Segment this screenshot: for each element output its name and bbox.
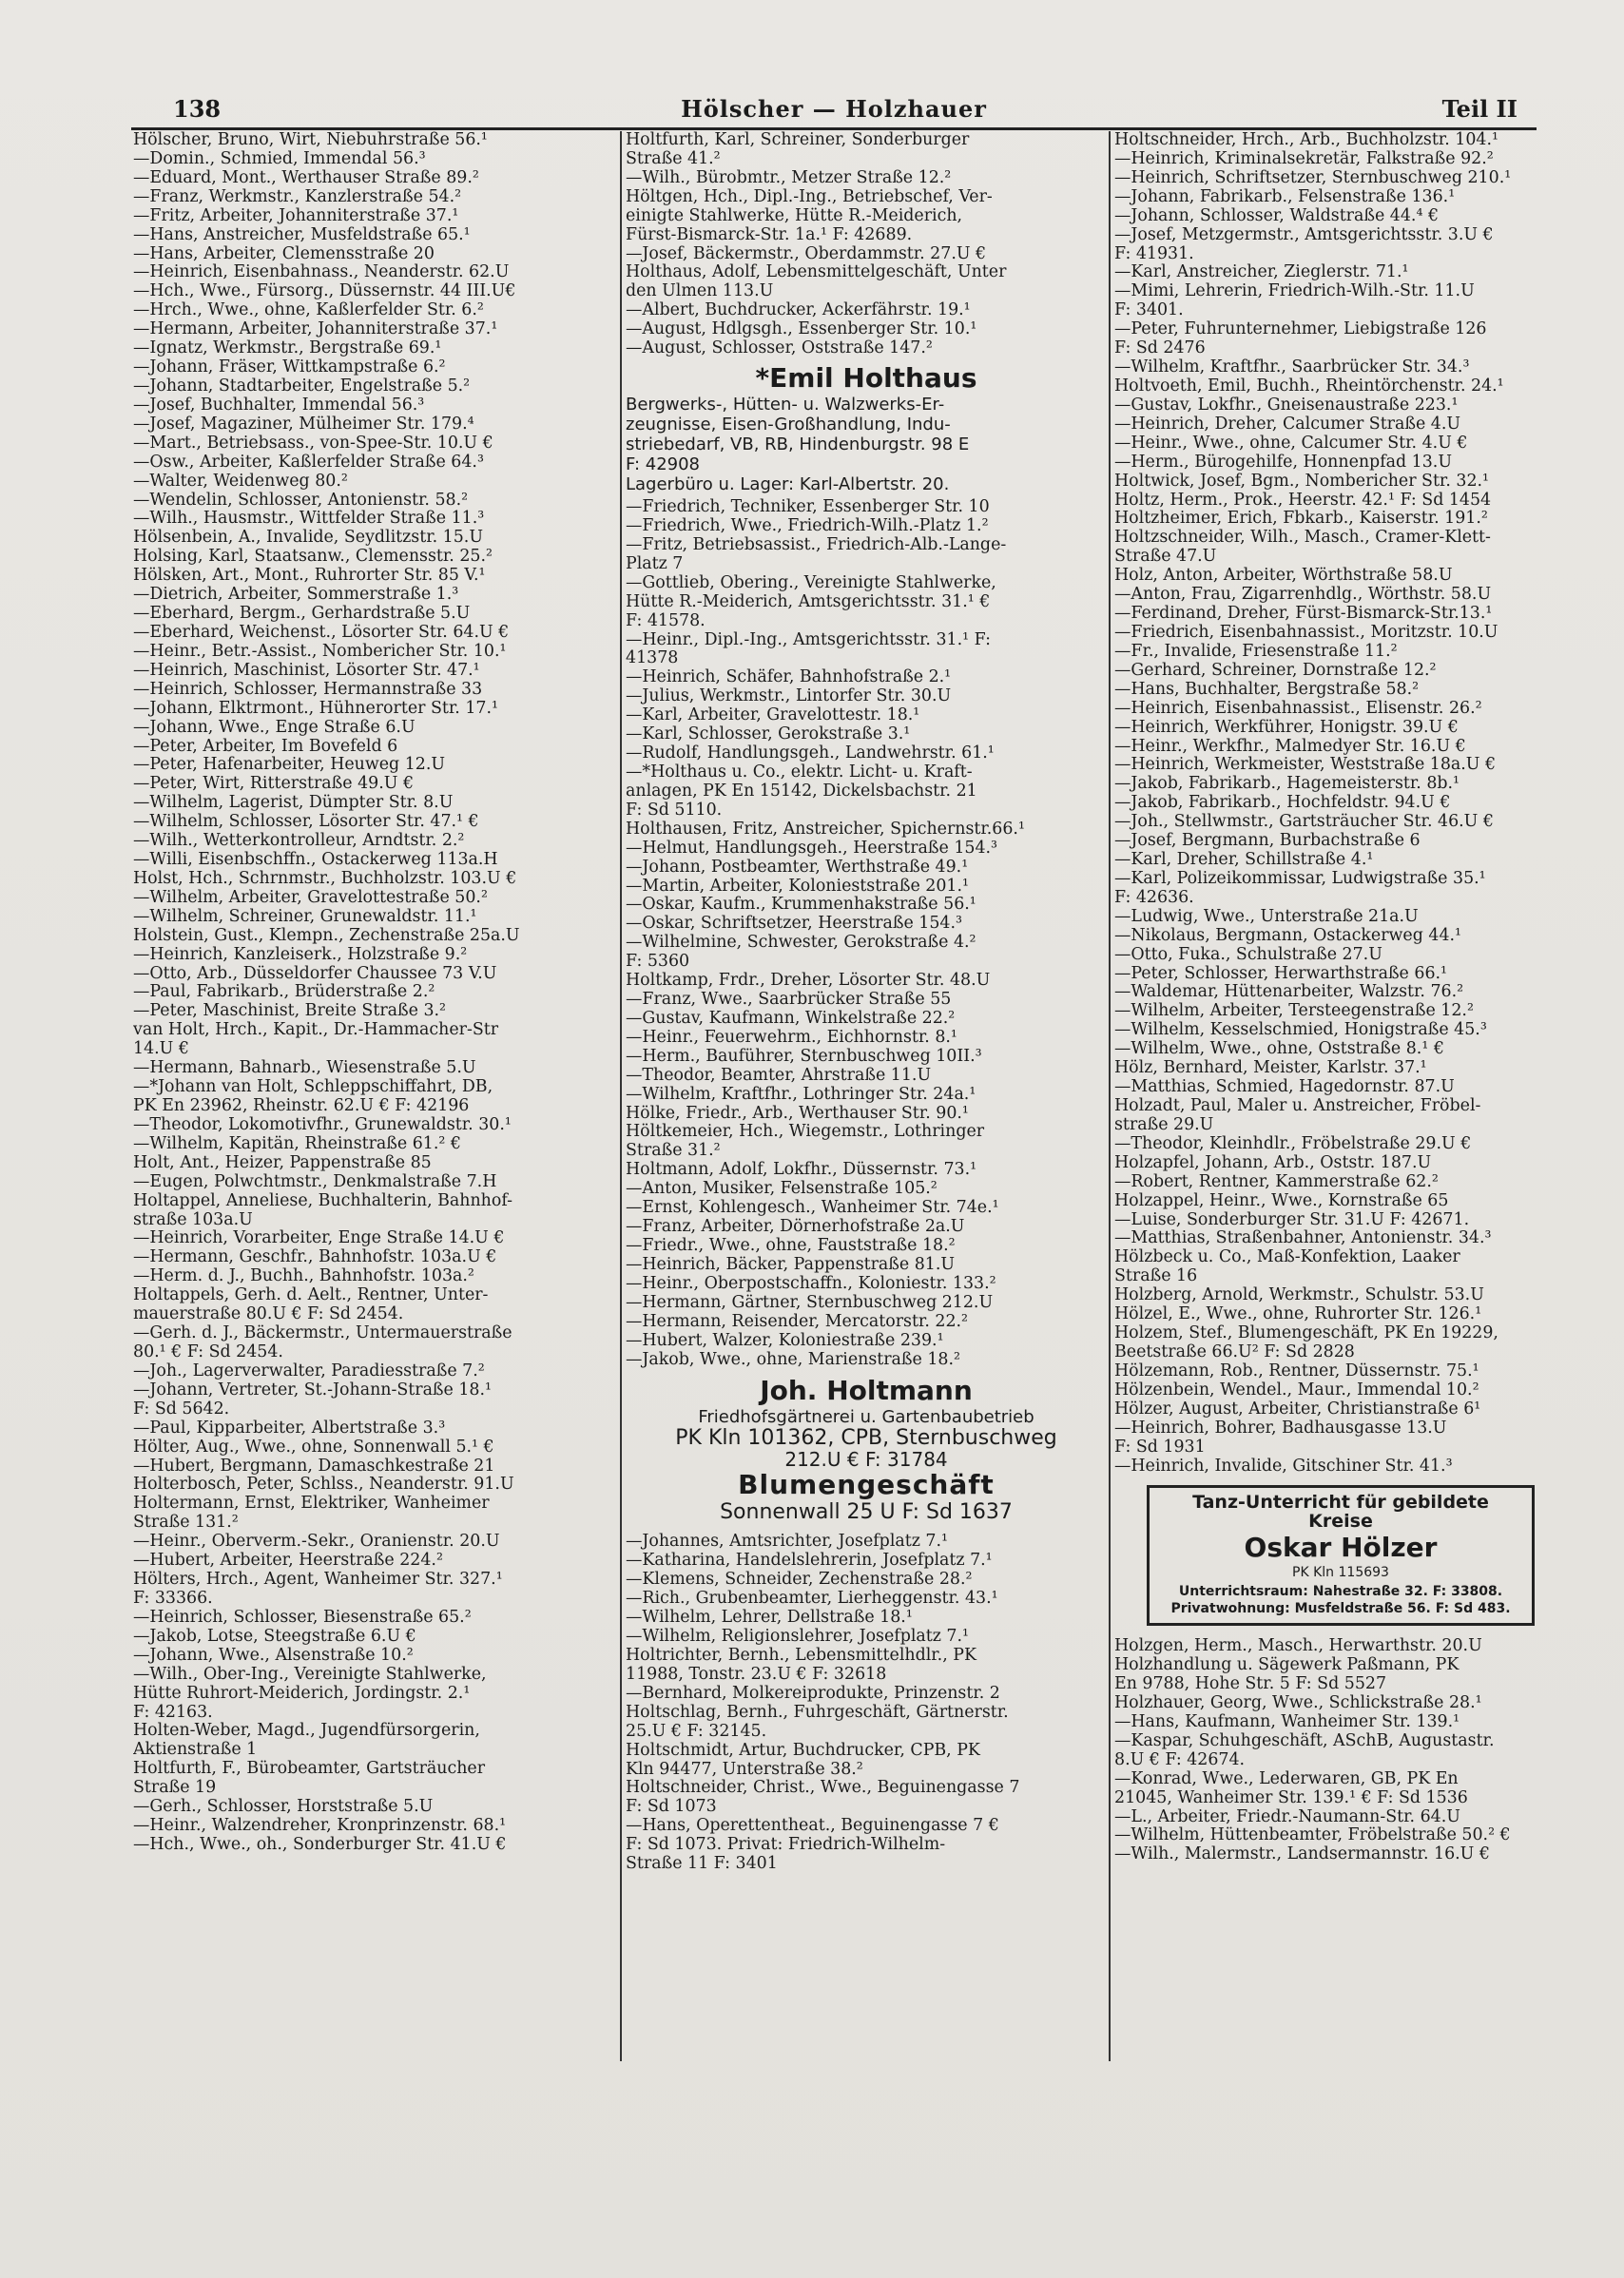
directory-entry: —Wilhelm, Wwe., ohne, Oststraße 8.¹ € bbox=[1114, 1040, 1444, 1059]
directory-entry: —Heinrich, Schriftsetzer, Sternbuschweg 210.¹ bbox=[1114, 168, 1512, 187]
directory-entry: —Heinrich, Werkmeister, Weststraße 18a.U € bbox=[1114, 756, 1497, 775]
directory-entry: —August, Hdlgsgh., Essenberger Str. 10.¹ bbox=[626, 320, 977, 339]
directory-entry: —Johann, Schlosser, Waldstraße 44.⁴ € bbox=[1114, 206, 1440, 225]
directory-entry: —Wilhelm, Lagerist, Dümpter Str. 8.U bbox=[133, 794, 454, 813]
directory-entry: —Heinrich, Kanzleiserk., Holzstraße 9.² bbox=[133, 945, 468, 964]
directory-entry: —Hubert, Walzer, Koloniestraße 239.¹ bbox=[626, 1331, 944, 1350]
ad-joh-holtmann bbox=[626, 1375, 1107, 1525]
directory-entry: —Gottlieb, Obering., Vereinigte Stahlwerke, bbox=[626, 573, 996, 592]
column-3-bottom bbox=[1114, 1637, 1554, 1864]
directory-entry: —Wilhelm, Religionslehrer, Josefplatz 7.¹ bbox=[626, 1628, 969, 1647]
ad-emil-line2: zeugnisse, Eisen-Großhandlung, Indu- bbox=[626, 415, 951, 435]
directory-entry: —Peter, Schlosser, Herwarthstraße 66.¹ bbox=[1114, 964, 1448, 983]
ad-joh-name: Joh. Holtmann bbox=[760, 1375, 973, 1407]
directory-entry: PK En 23962, Rheinstr. 62.U € F: 42196 bbox=[133, 1097, 470, 1116]
directory-entry: Hölsken, Art., Mont., Ruhrorter Str. 85 V.¹ bbox=[133, 567, 486, 586]
directory-entry: —Hermann, Gärtner, Sternbuschweg 212.U bbox=[626, 1293, 994, 1312]
directory-entry: —Friedr., Wwe., ohne, Fauststraße 18.² bbox=[626, 1237, 956, 1256]
directory-entry: —Wilhelm, Kraftfhr., Lothringer Str. 24a.¹ bbox=[626, 1085, 976, 1104]
directory-entry: Höltgen, Hch., Dipl.-Ing., Betriebschef, Ver- bbox=[626, 187, 993, 206]
directory-entry: —Dietrich, Arbeiter, Sommerstraße 1.³ bbox=[133, 586, 459, 605]
directory-entry: —Jakob, Wwe., ohne, Marienstraße 18.² bbox=[626, 1350, 960, 1369]
directory-entry: —Bernhard, Molkereiprodukte, Prinzenstr. 2 bbox=[626, 1684, 1000, 1703]
ad-oskar-hoelzer bbox=[1147, 1485, 1535, 1626]
directory-entry: —Matthias, Straßenbahner, Antonienstr. 34.³ bbox=[1114, 1229, 1492, 1248]
directory-entry: —Mimi, Lehrerin, Friedrich-Wilh.-Str. 11.U bbox=[1114, 282, 1475, 301]
ad-joh-line1: Friedhofsgärtnerei u. Gartenbaubetrieb bbox=[698, 1407, 1034, 1428]
directory-entry: —Karl, Schlosser, Gerokstraße 3.¹ bbox=[626, 725, 911, 744]
directory-entry: —Hch., Wwe., oh., Sonderburger Str. 41.U € bbox=[133, 1835, 507, 1854]
directory-entry: —Johann, Wwe., Alsenstraße 10.² bbox=[133, 1646, 414, 1665]
directory-entry: —Heinrich, Invalide, Gitschiner Str. 41.³ bbox=[1114, 1457, 1453, 1476]
directory-entry: —Herm., Bürogehilfe, Honnenpfad 13.U bbox=[1114, 453, 1452, 472]
directory-entry: Hölters, Hrch., Agent, Wanheimer Str. 327.¹ bbox=[133, 1571, 503, 1590]
directory-entry: Straße 31.² bbox=[626, 1142, 721, 1161]
directory-entry: Holtappel, Anneliese, Buchhalterin, Bahnhof- bbox=[133, 1191, 513, 1210]
directory-entry: —Karl, Arbeiter, Gravelottestr. 18.¹ bbox=[626, 706, 920, 725]
directory-entry: —Joh., Lagerverwalter, Paradiesstraße 7.² bbox=[133, 1361, 485, 1380]
directory-entry: —Franz, Werkmstr., Kanzlerstraße 54.² bbox=[133, 187, 462, 206]
directory-entry: —Hans, Buchhalter, Bergstraße 58.² bbox=[1114, 680, 1420, 699]
column-2-top bbox=[626, 131, 1107, 358]
directory-entry: F: 42636. bbox=[1114, 888, 1194, 907]
directory-entry: —August, Schlosser, Oststraße 147.² bbox=[626, 339, 933, 358]
directory-entry: straße 29.U bbox=[1114, 1115, 1214, 1134]
directory-entry: —Hermann, Arbeiter, Johanniterstraße 37.¹ bbox=[133, 320, 498, 339]
directory-entry: Holst, Hch., Schrnmstr., Buchholzstr. 103.U € bbox=[133, 869, 517, 888]
directory-entry: Holzgen, Herm., Masch., Herwarthstr. 20.U bbox=[1114, 1637, 1482, 1656]
directory-entry: Holtkamp, Frdr., Dreher, Lösorter Str. 48.U bbox=[626, 972, 991, 991]
directory-entry: —Peter, Arbeiter, Im Bovefeld 6 bbox=[133, 737, 398, 756]
directory-entry: —Jakob, Fabrikarb., Hochfeldstr. 94.U € bbox=[1114, 794, 1451, 813]
directory-entry: —Wilhelmine, Schwester, Gerokstraße 4.² bbox=[626, 934, 976, 953]
directory-entry: —Heinrich, Dreher, Calcumer Straße 4.U bbox=[1114, 415, 1461, 434]
directory-entry: 41378 bbox=[626, 649, 679, 668]
directory-entry: Holzapfel, Johann, Arb., Oststr. 187.U bbox=[1114, 1153, 1432, 1172]
directory-entry: —Hans, Operettentheat., Beguinengasse 7 € bbox=[626, 1817, 999, 1836]
directory-entry: —Heinrich, Werkführer, Honigstr. 39.U € bbox=[1114, 718, 1459, 737]
directory-entry: —Eberhard, Weichenst., Lösorter Str. 64.U € bbox=[133, 623, 510, 642]
directory-entry: Holtz, Herm., Prok., Heerstr. 42.¹ F: Sd 1454 bbox=[1114, 491, 1492, 510]
directory-entry: —Johann, Vertreter, St.-Johann-Straße 18.¹ bbox=[133, 1380, 492, 1400]
column-1 bbox=[133, 131, 628, 1855]
page-title: Hölscher — Holzhauer bbox=[681, 95, 987, 123]
directory-entry: Hölzenbein, Wendel., Maur., Immendal 10.² bbox=[1114, 1380, 1479, 1400]
directory-entry: Hütte R.-Meiderich, Amtsgerichtsstr. 31.¹ € bbox=[626, 592, 991, 611]
directory-entry: Holtmann, Adolf, Lokfhr., Düssernstr. 73.¹ bbox=[626, 1161, 977, 1180]
directory-entry: —Josef, Magaziner, Mülheimer Str. 179.⁴ bbox=[133, 415, 474, 434]
directory-entry: Holtschlag, Bernh., Fuhrgeschäft, Gärtnerstr. bbox=[626, 1703, 1009, 1722]
directory-entry: —Gustav, Kaufmann, Winkelstraße 22.² bbox=[626, 1009, 956, 1028]
directory-entry: —Heinr., Feuerwehrm., Eichhornstr. 8.¹ bbox=[626, 1028, 957, 1047]
directory-entry: —Karl, Polizeikommissar, Ludwigstraße 35.¹ bbox=[1114, 869, 1486, 888]
directory-entry: —Wilh., Bürobmtr., Metzer Straße 12.² bbox=[626, 168, 952, 187]
directory-entry: —Josef, Metzgermstr., Amtsgerichtsstr. 3.U € bbox=[1114, 225, 1494, 244]
directory-entry: Fürst-Bismarck-Str. 1a.¹ F: 42689. bbox=[626, 225, 913, 244]
directory-entry: —Franz, Wwe., Saarbrücker Straße 55 bbox=[626, 991, 952, 1010]
directory-entry: —Martin, Arbeiter, Kolonieststraße 201.¹ bbox=[626, 877, 969, 896]
ad-emil-name: *Emil Holthaus bbox=[755, 362, 977, 395]
directory-entry: —Wilhelm, Hüttenbeamter, Fröbelstraße 50.² € bbox=[1114, 1826, 1511, 1845]
directory-entry: Holtwick, Josef, Bgm., Nombericher Str. 32.¹ bbox=[1114, 472, 1490, 491]
directory-entry: —Heinr., Wwe., ohne, Calcumer Str. 4.U € bbox=[1114, 434, 1468, 453]
directory-entry: F: Sd 1073. Privat: Friedrich-Wilhelm- bbox=[626, 1836, 946, 1855]
directory-entry: —Luise, Sonderburger Str. 31.U F: 42671. bbox=[1114, 1210, 1470, 1229]
directory-entry: —Ignatz, Werkmstr., Bergstraße 69.¹ bbox=[133, 339, 442, 358]
directory-entry: Holthaus, Adolf, Lebensmittelgeschäft, Unter bbox=[626, 263, 1007, 282]
directory-entry: —Heinrich, Schäfer, Bahnhofstraße 2.¹ bbox=[626, 668, 952, 687]
directory-entry: —Eberhard, Bergm., Gerhardstraße 5.U bbox=[133, 605, 471, 624]
directory-entry: —Anton, Frau, Zigarrenhdlg., Wörthstr. 58.U bbox=[1114, 586, 1492, 605]
directory-entry: Holtzheimer, Erich, Fbkarb., Kaiserstr. 191.² bbox=[1114, 510, 1488, 529]
directory-entry: Platz 7 bbox=[626, 554, 684, 573]
directory-entry: Holterbosch, Peter, Schlss., Neanderstr. 91.U bbox=[133, 1476, 514, 1495]
directory-entry: —Hubert, Bergmann, Damaschkestraße 21 bbox=[133, 1457, 495, 1476]
directory-entry: Holten-Weber, Magd., Jugendfürsorgerin, bbox=[133, 1722, 480, 1741]
directory-entry: Holtschneider, Hrch., Arb., Buchholzstr. 104.¹ bbox=[1114, 131, 1498, 149]
directory-entry: —Gerhard, Schreiner, Dornstraße 12.² bbox=[1114, 661, 1437, 680]
directory-entry: F: 3401. bbox=[1114, 301, 1184, 320]
directory-entry: —Heinrich, Bäcker, Pappenstraße 81.U bbox=[626, 1255, 956, 1274]
directory-entry: anlagen, PK En 15142, Dickelsbachstr. 21 bbox=[626, 782, 977, 801]
directory-entry: Straße 41.² bbox=[626, 149, 721, 168]
directory-entry: —Osw., Arbeiter, Kaßlerfelder Straße 64.³ bbox=[133, 453, 484, 472]
directory-entry: —Wilhelm, Arbeiter, Tersteegenstraße 12.² bbox=[1114, 1002, 1474, 1021]
directory-entry: —Wilhelm, Schlosser, Lösorter Str. 47.¹ € bbox=[133, 813, 479, 832]
directory-entry: —Fritz, Arbeiter, Johanniterstraße 37.¹ bbox=[133, 206, 459, 225]
directory-entry: —Hrch., Wwe., ohne, Kaßlerfelder Str. 6.² bbox=[133, 301, 484, 320]
directory-entry: Holtfurth, F., Bürobeamter, Gartsträucher bbox=[133, 1760, 486, 1779]
directory-entry: 11988, Tonstr. 23.U € F: 32618 bbox=[626, 1665, 887, 1684]
directory-entry: —Wilhelm, Arbeiter, Gravelottestraße 50.² bbox=[133, 888, 488, 907]
ad-hoelzer-line2: PK Kln 115693 bbox=[1292, 1565, 1389, 1581]
directory-entry: Hölzbeck u. Co., Maß-Konfektion, Laaker bbox=[1114, 1248, 1460, 1267]
directory-entry: —Johann, Fabrikarb., Felsenstraße 136.¹ bbox=[1114, 187, 1456, 206]
directory-entry: —Eugen, Polwchtmstr., Denkmalstraße 7.H bbox=[133, 1172, 497, 1191]
directory-entry: Holtrichter, Bernh., Lebensmittelhdlr., PK bbox=[626, 1647, 976, 1665]
directory-entry: —Heinrich, Bohrer, Badhausgasse 13.U bbox=[1114, 1419, 1447, 1438]
directory-entry: —Peter, Wirt, Ritterstraße 49.U € bbox=[133, 775, 415, 794]
directory-entry: —Wilhelm, Lehrer, Dellstraße 18.¹ bbox=[626, 1609, 913, 1628]
directory-entry: —Willi, Eisenbschffn., Ostackerweg 113a.H bbox=[133, 851, 498, 870]
directory-entry: —Albert, Buchdrucker, Ackerfährstr. 19.¹ bbox=[626, 301, 971, 320]
directory-entry: F: Sd 5642. bbox=[133, 1400, 230, 1419]
column-2-middle bbox=[626, 498, 1107, 1369]
directory-entry: —Wilhelm, Kraftfhr., Saarbrücker Str. 34.³ bbox=[1114, 358, 1470, 377]
directory-entry: Holzappel, Heinr., Wwe., Kornstraße 65 bbox=[1114, 1191, 1449, 1210]
directory-entry: 14.U € bbox=[133, 1040, 189, 1059]
directory-entry: —Karl, Dreher, Schillstraße 4.¹ bbox=[1114, 851, 1374, 870]
directory-entry: —Josef, Bergmann, Burbachstraße 6 bbox=[1114, 832, 1421, 851]
directory-entry: —Herm., Bauführer, Sternbuschweg 10II.³ bbox=[626, 1047, 982, 1066]
directory-entry: —Mart., Betriebsass., von-Spee-Str. 10.U € bbox=[133, 434, 493, 453]
directory-entry: Holtfurth, Karl, Schreiner, Sonderburger bbox=[626, 131, 970, 149]
directory-entry: Holtermann, Ernst, Elektriker, Wanheimer bbox=[133, 1495, 490, 1514]
directory-entry: F: Sd 1073 bbox=[626, 1798, 717, 1817]
ad-joh-line2: PK Kln 101362, CPB, Sternbuschweg bbox=[675, 1426, 1057, 1451]
directory-entry: —Wilhelm, Kesselschmied, Honigstraße 45.³ bbox=[1114, 1021, 1487, 1040]
directory-entry: 8.U € F: 42674. bbox=[1114, 1750, 1246, 1769]
directory-entry: Holzberg, Arnold, Werkmstr., Schulstr. 53.U bbox=[1114, 1286, 1484, 1305]
directory-entry: —Hans, Arbeiter, Clemensstraße 20 bbox=[133, 244, 435, 263]
directory-entry: —Heinr., Oberpostschaffn., Koloniestr. 133.² bbox=[626, 1274, 996, 1293]
directory-entry: En 9788, Hohe Str. 5 F: Sd 5527 bbox=[1114, 1675, 1387, 1694]
column-2 bbox=[620, 131, 1107, 2061]
directory-entry: 80.¹ € F: Sd 2454. bbox=[133, 1343, 283, 1361]
directory-entry: —Paul, Kipparbeiter, Albertstraße 3.³ bbox=[133, 1419, 446, 1438]
directory-entry: —Wendelin, Schlosser, Antonienstr. 58.² bbox=[133, 491, 469, 510]
directory-entry: Holz, Anton, Arbeiter, Wörthstraße 58.U bbox=[1114, 567, 1453, 586]
directory-entry: —Heinrich, Eisenbahnass., Neanderstr. 62.U bbox=[133, 263, 510, 282]
directory-entry: —Herm. d. J., Buchh., Bahnhofstr. 103a.² bbox=[133, 1267, 474, 1286]
directory-entry: —Wilh., Hausmstr., Wittfelder Straße 11.³ bbox=[133, 510, 485, 529]
column-3-top bbox=[1114, 131, 1554, 1476]
directory-entry: Hölter, Aug., Wwe., ohne, Sonnenwall 5.¹ € bbox=[133, 1438, 494, 1457]
directory-entry: —Heinrich, Vorarbeiter, Enge Straße 14.U € bbox=[133, 1229, 505, 1248]
directory-entry: Holstein, Gust., Klempn., Zechenstraße 25a.U bbox=[133, 926, 520, 945]
directory-entry: —Anton, Musiker, Felsenstraße 105.² bbox=[626, 1180, 938, 1199]
directory-entry: Holtappels, Gerh. d. Aelt., Rentner, Unter- bbox=[133, 1286, 489, 1305]
directory-entry: —Heinr., Werkfhr., Malmedyer Str. 16.U € bbox=[1114, 737, 1466, 756]
directory-entry: Holthausen, Fritz, Anstreicher, Spichernstr.66.¹ bbox=[626, 820, 1025, 839]
directory-entry: Holtzschneider, Wilh., Masch., Cramer-Klett- bbox=[1114, 529, 1491, 548]
directory-entry: —Klemens, Schneider, Zechenstraße 28.² bbox=[626, 1571, 973, 1590]
directory-entry: Hölz, Bernhard, Meister, Karlstr. 37.¹ bbox=[1114, 1059, 1427, 1078]
directory-entry: —Konrad, Wwe., Lederwaren, GB, PK En bbox=[1114, 1769, 1459, 1788]
directory-entry: F: 41931. bbox=[1114, 244, 1194, 263]
ad-emil-line1: Bergwerks-, Hütten- u. Walzwerks-Er- bbox=[626, 395, 945, 415]
directory-entry: mauerstraße 80.U € F: Sd 2454. bbox=[133, 1305, 404, 1324]
directory-entry: —Wilh., Wetterkontrolleur, Arndtstr. 2.² bbox=[133, 832, 465, 851]
directory-entry: —Hermann, Bahnarb., Wiesenstraße 5.U bbox=[133, 1059, 476, 1078]
directory-entry: —L., Arbeiter, Friedr.-Naumann-Str. 64.U bbox=[1114, 1807, 1460, 1826]
directory-entry: —Heinrich, Maschinist, Lösorter Str. 47.¹ bbox=[133, 661, 480, 680]
directory-entry: —Waldemar, Hüttenarbeiter, Walzstr. 76.² bbox=[1114, 983, 1464, 1002]
directory-entry: —Walter, Weidenweg 80.² bbox=[133, 472, 348, 491]
directory-entry: Holzhauer, Georg, Wwe., Schlickstraße 28.¹ bbox=[1114, 1693, 1482, 1712]
directory-entry: Hölzemann, Rob., Rentner, Düssernstr. 75.¹ bbox=[1114, 1361, 1479, 1380]
directory-entry: —Eduard, Mont., Werthauser Straße 89.² bbox=[133, 168, 479, 187]
directory-entry: —Hermann, Reisender, Mercatorstr. 22.² bbox=[626, 1312, 969, 1331]
directory-entry: —Kaspar, Schuhgeschäft, ASchB, Augustastr. bbox=[1114, 1731, 1495, 1750]
ad-hoelzer-line1: Tanz-Unterricht für gebildete Kreise bbox=[1192, 1492, 1489, 1533]
directory-entry: Holtschneider, Christ., Wwe., Beguinengasse 7 bbox=[626, 1779, 1020, 1798]
directory-entry: Straße 131.² bbox=[133, 1514, 239, 1533]
directory-entry: F: 5360 bbox=[626, 953, 690, 972]
directory-entry: —*Holthaus u. Co., elektr. Licht- u. Kraft- bbox=[626, 763, 973, 782]
directory-entry: —Johann, Wwe., Enge Straße 6.U bbox=[133, 718, 416, 737]
directory-entry: —Heinr., Oberverm.-Sekr., Oranienstr. 20.U bbox=[133, 1533, 500, 1552]
page-number: 138 bbox=[173, 95, 222, 123]
directory-entry: straße 103a.U bbox=[133, 1210, 253, 1229]
directory-entry: —Wilh., Ober-Ing., Vereinigte Stahlwerke, bbox=[133, 1665, 487, 1684]
directory-entry: —Oskar, Schriftsetzer, Heerstraße 154.³ bbox=[626, 915, 962, 934]
directory-entry: —Ferdinand, Dreher, Fürst-Bismarck-Str.13.¹ bbox=[1114, 605, 1493, 624]
directory-entry: Kln 94477, Unterstraße 38.² bbox=[626, 1760, 863, 1779]
directory-entry: F: 33366. bbox=[133, 1589, 213, 1608]
directory-entry: van Holt, Hrch., Kapit., Dr.-Hammacher-Str bbox=[133, 1021, 499, 1040]
directory-entry: Beetstraße 66.U² F: Sd 2828 bbox=[1114, 1343, 1355, 1361]
directory-entry: —Wilhelm, Kapitän, Rheinstraße 61.² € bbox=[133, 1134, 461, 1153]
directory-entry: F: 42163. bbox=[133, 1703, 213, 1722]
directory-entry: —Johann, Fräser, Wittkampstraße 6.² bbox=[133, 358, 446, 377]
directory-entry: —Fritz, Betriebsassist., Friedrich-Alb.-Lange- bbox=[626, 535, 1007, 554]
directory-entry: —Josef, Buchhalter, Immendal 56.³ bbox=[133, 396, 425, 415]
directory-entry: —Jakob, Lotse, Steegstraße 6.U € bbox=[133, 1627, 416, 1646]
directory-entry: Holtschmidt, Artur, Buchdrucker, CPB, PK bbox=[626, 1741, 980, 1760]
ad-joh-line4: Blumengeschäft bbox=[738, 1469, 995, 1501]
directory-entry: —Hubert, Arbeiter, Heerstraße 224.² bbox=[133, 1552, 443, 1571]
directory-entry: Holsing, Karl, Staatsanw., Clemensstr. 25.² bbox=[133, 548, 493, 567]
directory-entry: —Johann, Elktrmont., Hühnerorter Str. 17.¹ bbox=[133, 699, 498, 718]
directory-entry: —Peter, Maschinist, Breite Straße 3.² bbox=[133, 1002, 447, 1021]
directory-entry: Aktienstraße 1 bbox=[133, 1741, 258, 1760]
directory-entry: Hölscher, Bruno, Wirt, Niebuhrstraße 56.¹ bbox=[133, 131, 488, 149]
ad-emil-holthaus bbox=[626, 362, 1107, 494]
directory-entry: —Otto, Arb., Düsseldorfer Chaussee 73 V.U bbox=[133, 964, 497, 983]
ad-joh-line5: Sonnenwall 25 U F: Sd 1637 bbox=[720, 1500, 1013, 1525]
directory-entry: Holzhandlung u. Sägewerk Paßmann, PK bbox=[1114, 1656, 1460, 1675]
directory-entry: —Franz, Arbeiter, Dörnerhofstraße 2a.U bbox=[626, 1218, 965, 1237]
directory-entry: Holt, Ant., Heizer, Pappenstraße 85 bbox=[133, 1153, 432, 1172]
ad-hoelzer-line3: Unterrichtsraum: Nahestraße 32. F: 33808. bbox=[1178, 1584, 1503, 1600]
directory-entry: —Peter, Hafenarbeiter, Heuweg 12.U bbox=[133, 756, 446, 775]
directory-entry: Hölsenbein, A., Invalide, Seydlitzstr. 15.U bbox=[133, 529, 483, 548]
directory-entry: —Hermann, Geschfr., Bahnhofstr. 103a.U € bbox=[133, 1248, 497, 1267]
directory-entry: 21045, Wanheimer Str. 139.¹ € F: Sd 1536 bbox=[1114, 1788, 1468, 1807]
directory-entry: —Johannes, Amtsrichter, Josefplatz 7.¹ bbox=[626, 1533, 948, 1552]
directory-entry: Hölzer, August, Arbeiter, Christianstraße 6¹ bbox=[1114, 1400, 1481, 1419]
directory-entry: —Heinr., Walzendreher, Kronprinzenstr. 68.¹ bbox=[133, 1817, 507, 1836]
directory-entry: Straße 19 bbox=[133, 1779, 217, 1798]
column-3 bbox=[1109, 131, 1554, 2061]
directory-entry: —Heinrich, Eisenbahnassist., Elisenstr. 26.² bbox=[1114, 699, 1482, 718]
directory-entry: Höltkemeier, Hch., Wiegemstr., Lothringer bbox=[626, 1123, 985, 1142]
directory-entry: —Joh., Stellwmstr., Gartsträucher Str. 46.U € bbox=[1114, 813, 1494, 832]
directory-entry: —Oskar, Kaufm., Krummenhakstraße 56.¹ bbox=[626, 896, 976, 915]
directory-entry: —Ludwig, Wwe., Unterstraße 21a.U bbox=[1114, 907, 1419, 926]
directory-entry: Holtvoeth, Emil, Buchh., Rheintörchenstr. 24.¹ bbox=[1114, 376, 1504, 396]
directory-entry: —Ernst, Kohlengesch., Wanheimer Str. 74e.¹ bbox=[626, 1199, 999, 1218]
directory-entry: —Nikolaus, Bergmann, Ostackerweg 44.¹ bbox=[1114, 926, 1462, 945]
directory-entry: —Gerh., Schlosser, Horststraße 5.U bbox=[133, 1798, 434, 1817]
directory-entry: den Ulmen 113.U bbox=[626, 282, 774, 301]
directory-entry: —Friedrich, Eisenbahnassist., Moritzstr. 10.U bbox=[1114, 623, 1498, 642]
directory-entry: —Robert, Rentner, Kammerstraße 62.² bbox=[1114, 1172, 1439, 1191]
directory-entry: —Heinr., Betr.-Assist., Nombericher Str. 10.¹ bbox=[133, 642, 507, 661]
directory-entry: —Friedrich, Techniker, Essenberger Str. 10 bbox=[626, 498, 990, 517]
ad-emil-line5: Lagerbüro u. Lager: Karl-Albertstr. 20. bbox=[626, 474, 950, 495]
ad-hoelzer-line4: Privatwohnung: Musfeldstraße 56. F: Sd 483. bbox=[1170, 1601, 1511, 1617]
directory-entry: —Wilhelm, Schreiner, Grunewaldstr. 11.¹ bbox=[133, 907, 477, 926]
page-header bbox=[131, 93, 1537, 130]
directory-entry: —Friedrich, Wwe., Friedrich-Wilh.-Platz 1.² bbox=[626, 516, 989, 535]
ad-joh-line3: 212.U € F: 31784 bbox=[784, 1448, 948, 1472]
directory-entry: 25.U € F: 32145. bbox=[626, 1722, 767, 1741]
directory-entry: —Wilh., Malermstr., Landsermannstr. 16.U € bbox=[1114, 1845, 1490, 1864]
directory-entry: —Helmut, Handlungsgeh., Heerstraße 154.³ bbox=[626, 839, 998, 858]
directory-entry: F: Sd 5110. bbox=[626, 801, 723, 820]
directory-entry: —Katharina, Handelslehrerin, Josefplatz 7.¹ bbox=[626, 1552, 993, 1571]
directory-entry: —Heinrich, Schlosser, Biesenstraße 65.² bbox=[133, 1608, 472, 1627]
directory-entry: Hölzel, E., Wwe., ohne, Ruhrorter Str. 126.¹ bbox=[1114, 1305, 1482, 1324]
directory-entry: Hölke, Friedr., Arb., Werthauser Str. 90.¹ bbox=[626, 1104, 969, 1123]
directory-entry: —Heinrich, Kriminalsekretär, Falkstraße 92.² bbox=[1114, 149, 1494, 168]
directory-entry: Straße 47.U bbox=[1114, 548, 1217, 567]
directory-entry: F: Sd 1931 bbox=[1114, 1438, 1206, 1457]
directory-entry: —Gustav, Lokfhr., Gneisenaustraße 223.¹ bbox=[1114, 396, 1459, 415]
directory-entry: —Peter, Fuhrunternehmer, Liebigstraße 126 bbox=[1114, 320, 1487, 339]
directory-entry: —Theodor, Lokomotivfhr., Grunewaldstr. 30.¹ bbox=[133, 1115, 512, 1134]
directory-entry: —Domin., Schmied, Immendal 56.³ bbox=[133, 149, 426, 168]
ad-hoelzer-name: Oskar Hölzer bbox=[1244, 1532, 1438, 1564]
directory-entry: —Paul, Fabrikarb., Brüderstraße 2.² bbox=[133, 983, 435, 1002]
directory-entry: —Julius, Werkmstr., Lintorfer Str. 30.U bbox=[626, 687, 952, 706]
directory-entry: —Fr., Invalide, Friesenstraße 11.² bbox=[1114, 642, 1398, 661]
directory-entry: —Matthias, Schmied, Hagedornstr. 87.U bbox=[1114, 1078, 1455, 1097]
directory-entry: Holzadt, Paul, Maler u. Anstreicher, Fröbel- bbox=[1114, 1097, 1481, 1116]
directory-entry: —Jakob, Fabrikarb., Hagemeisterstr. 8b.¹ bbox=[1114, 775, 1460, 794]
directory-entry: Straße 11 F: 3401 bbox=[626, 1855, 778, 1874]
directory-entry: —Heinrich, Schlosser, Hermannstraße 33 bbox=[133, 680, 483, 699]
directory-entry: F: Sd 2476 bbox=[1114, 339, 1206, 358]
directory-entry: —Johann, Postbeamter, Werthstraße 49.¹ bbox=[626, 858, 969, 877]
directory-entry: —Theodor, Beamter, Ahrstraße 11.U bbox=[626, 1066, 932, 1085]
directory-entry: —Karl, Anstreicher, Zieglerstr. 71.¹ bbox=[1114, 263, 1409, 282]
directory-entry: —Theodor, Kleinhdlr., Fröbelstraße 29.U € bbox=[1114, 1134, 1472, 1153]
directory-entry: —Rudolf, Handlungsgeh., Landwehrstr. 61.¹ bbox=[626, 744, 995, 763]
directory-entry: —Johann, Stadtarbeiter, Engelstraße 5.² bbox=[133, 376, 471, 396]
directory-entry: einigte Stahlwerke, Hütte R.-Meiderich, bbox=[626, 206, 963, 225]
directory-entry: —Josef, Bäckermstr., Oberdammstr. 27.U € bbox=[626, 244, 987, 263]
directory-entry: —Hch., Wwe., Fürsorg., Düssernstr. 44 III.U€ bbox=[133, 282, 516, 301]
directory-entry: —*Johann van Holt, Schleppschiffahrt, DB, bbox=[133, 1078, 493, 1097]
directory-entry: —Otto, Fuka., Schulstraße 27.U bbox=[1114, 945, 1382, 964]
column-2-bottom bbox=[626, 1533, 1107, 1874]
directory-entry: F: 41578. bbox=[626, 611, 706, 630]
part-label: Teil II bbox=[1441, 95, 1518, 123]
directory-entry: —Rich., Grubenbeamter, Lierheggenstr. 43.¹ bbox=[626, 1590, 998, 1609]
directory-entry: Straße 16 bbox=[1114, 1267, 1198, 1286]
directory-entry: —Hans, Kaufmann, Wanheimer Str. 139.¹ bbox=[1114, 1712, 1460, 1731]
ad-emil-line3: striebedarf, VB, RB, Hindenburgstr. 98 E bbox=[626, 434, 970, 455]
directory-entry: —Heinr., Dipl.-Ing., Amtsgerichtsstr. 31.¹ F: bbox=[626, 630, 991, 649]
directory-entry: —Gerh. d. J., Bäckermstr., Untermauerstraße bbox=[133, 1324, 512, 1343]
directory-entry: Holzem, Stef., Blumengeschäft, PK En 19229, bbox=[1114, 1324, 1498, 1343]
ad-emil-line4: F: 42908 bbox=[626, 454, 701, 475]
directory-entry: —Hans, Anstreicher, Musfeldstraße 65.¹ bbox=[133, 225, 471, 244]
directory-entry: Hütte Ruhrort-Meiderich, Jordingstr. 2.¹ bbox=[133, 1684, 471, 1703]
